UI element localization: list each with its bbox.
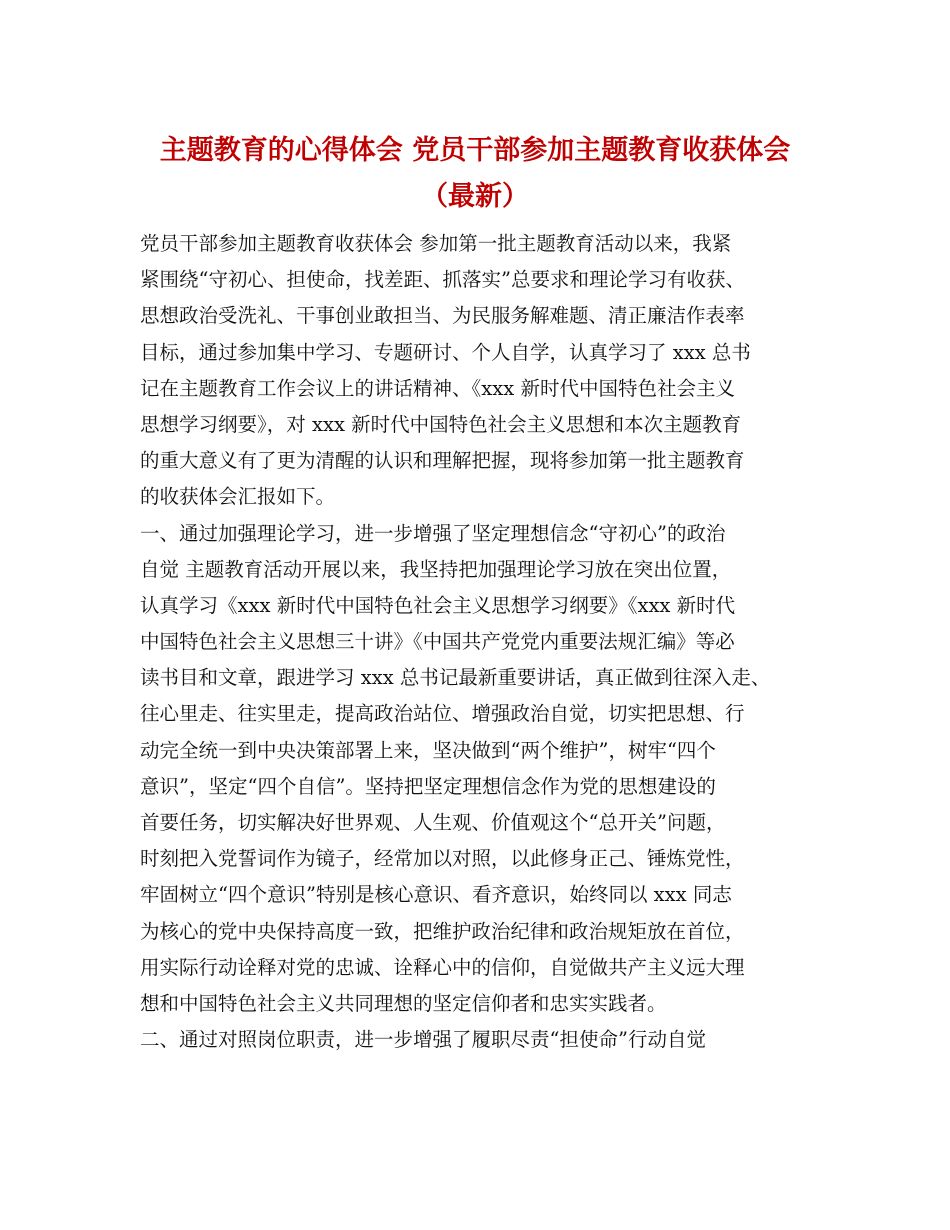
- body-line: 思想政治受洗礼、干事创业敢担当、为民服务解难题、清正廉洁作表率: [140, 304, 745, 328]
- body-line: 自觉 主题教育活动开展以来，我坚持把加强理论学习放在突出位置，: [140, 557, 732, 581]
- body-line: 往心里走、往实里走，提高政治站位、增强政治自觉，切实把思想、行: [140, 702, 745, 726]
- document-title-line-1: 主题教育的心得体会 党员干部参加主题教育收获体会: [159, 135, 791, 166]
- section-heading-line: 二、通过对照岗位职责，进一步增强了履职尽责“担使命”行动自觉: [140, 1028, 706, 1052]
- body-line: 紧围绕“守初心、担使命，找差距、抓落实”总要求和理论学习有收获、: [140, 268, 745, 292]
- body-line: 记在主题教育工作会议上的讲话精神、《xxx 新时代中国特色社会主义: [140, 376, 735, 400]
- body-line: 目标，通过参加集中学习、专题研讨、个人自学，认真学习了 xxx 总书: [140, 340, 751, 364]
- body-line: 为核心的党中央保持高度一致，把维护政治纪律和政治规矩放在首位，: [140, 919, 745, 943]
- body-line: 时刻把入党誓词作为镜子，经常加以对照，以此修身正己、锤炼党性，: [140, 847, 745, 871]
- document-body: [140, 226, 840, 1058]
- body-line: 首要任务，切实解决好世界观、人生观、价值观这个“总开关”问题，: [140, 811, 726, 834]
- body-line: 读书目和文章，跟进学习 xxx 总书记最新重要讲话，真正做到往深入走、: [140, 666, 771, 690]
- body-line: 党员干部参加主题教育收获体会 参加第一批主题教育活动以来，我紧: [140, 232, 732, 255]
- body-line: 认真学习《xxx 新时代中国特色社会主义思想学习纲要》《xxx 新时代: [140, 593, 736, 617]
- body-line: 中国特色社会主义思想三十讲》《中国共产党党内重要法规汇编》等必: [140, 630, 735, 654]
- body-line: 思想学习纲要》，对 xxx 新时代中国特色社会主义思想和本次主题教育: [140, 412, 742, 436]
- body-line: 意识”，坚定“四个自信”。坚持把坚定理想信念作为党的思想建设的: [140, 774, 716, 798]
- body-line: 想和中国特色社会主义共同理想的坚定信仰者和忠实实践者。: [140, 991, 667, 1015]
- body-line: 的重大意义有了更为清醒的认识和理解把握，现将参加第一批主题教育: [140, 449, 745, 473]
- document-title-line-2: （最新）: [421, 181, 529, 212]
- body-line: 牢固树立“四个意识”特别是核心意识、看齐意识，始终同以 xxx 同志: [140, 883, 732, 907]
- body-line: 动完全统一到中央决策部署上来，坚决做到“两个维护”，树牢“四个: [140, 738, 716, 762]
- section-heading-line: 一、通过加强理论学习，进一步增强了坚定理想信念“守初心”的政治: [140, 521, 726, 545]
- body-line: 的收获体会汇报如下。: [140, 485, 336, 509]
- body-line: 用实际行动诠释对党的忠诚、诠释心中的信仰，自觉做共产主义远大理: [140, 955, 745, 979]
